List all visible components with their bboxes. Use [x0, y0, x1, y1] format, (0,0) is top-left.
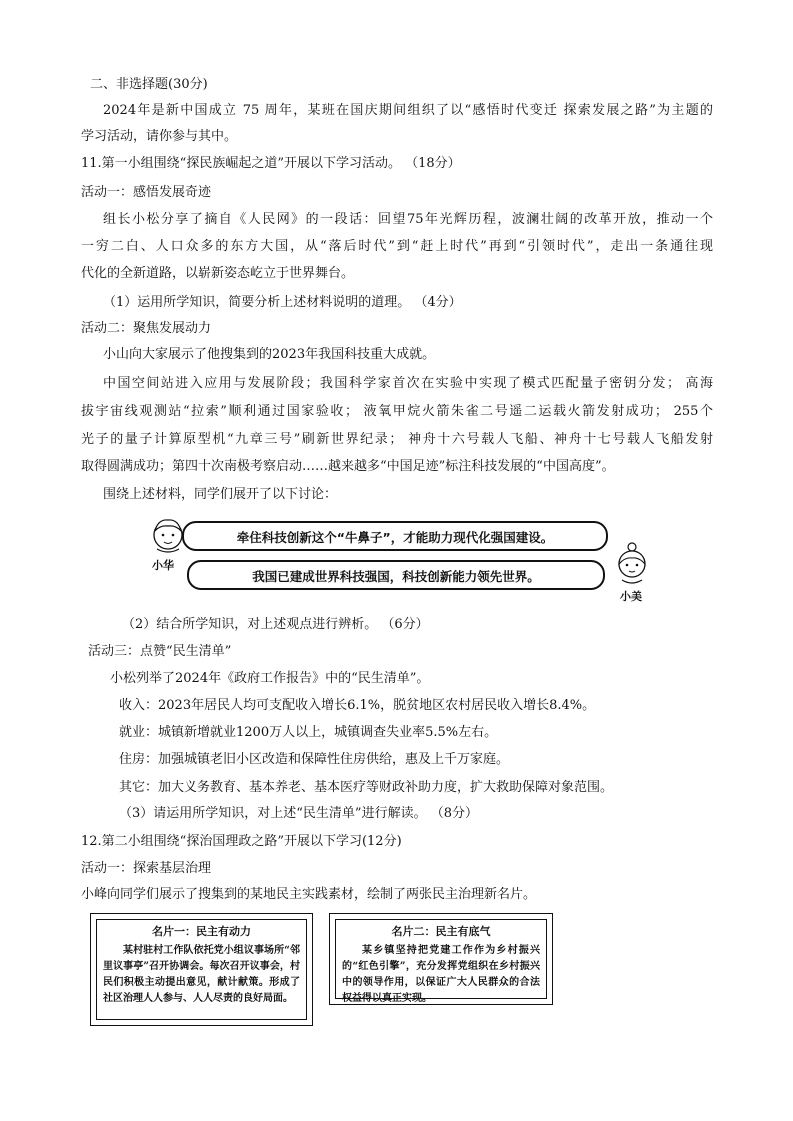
q12-activity1-title: 活动一：探索基层治理 — [81, 861, 212, 876]
card1-text: 某村驻村工作队依托党小组议事场所“邻里议事亭”召开协调会。每次召开议事会，村民们积极主动提出意见，献计献策。形成了社区治理人人参与、人人尽责的良好局面。 — [103, 945, 300, 1004]
q11-activity3-title: 活动三：点赞“民生清单” — [88, 644, 232, 659]
card2-title: 名片二：民主有底气 — [391, 925, 491, 938]
intro-line-2: 学习活动，请你参与其中。 — [81, 129, 238, 144]
q11-activity2-text-4: 取得圆满成功；第四十次南极考察启动……越来越多“中国足迹”标注科技发展的“中国高度”。 — [81, 459, 615, 474]
livelihood-item-income: 收入：2023年居民人均可支配收入增长6.1%，脱贫地区农村居民收入增长8.4%。 — [119, 698, 596, 713]
bubble-xiaohua: 牵住科技创新这个“牛鼻子”，才能助力现代化强国建设。 — [182, 521, 608, 551]
student-xiaomei-avatar — [612, 542, 652, 586]
q11-activity1-text-3: 代化的全新道路，以崭新姿态屹立于世界舞台。 — [81, 266, 355, 281]
q11-activity2-text-3: 光子的量子计算原型机“九章三号”刷新世界纪录； 神舟十六号载人飞船、神舟十七号载人飞船发射 — [81, 432, 713, 447]
q11-activity1-title: 活动一：感悟发展奇迹 — [81, 185, 212, 200]
q11-question-3: （3）请运用所学知识，对上述“民生清单”进行解读。 （8分） — [119, 806, 478, 821]
livelihood-item-housing: 住房：加强城镇老旧小区改造和保障性住房供给，惠及上千万家庭。 — [119, 752, 510, 767]
q11-activity3-lead: 小松列举了2024年《政府工作报告》中的“民生清单”。 — [110, 671, 430, 686]
q11-activity2-text-1: 中国空间站进入应用与发展阶段；我国科学家首次在实验中实现了模式匹配量子密钥分发； 高海 — [103, 376, 713, 391]
q11-question-2: （2）结合所学知识，对上述观点进行辨析。 （6分） — [122, 617, 429, 632]
card-democracy-confidence — [329, 913, 553, 1005]
q12-title: 12.第二小组围绕“探治国理政之路”开展以下学习(12分) — [81, 834, 402, 849]
q11-activity1-text-2: 一穷二白、人口众多的东方大国，从“落后时代”到“赶上时代”再到“引领时代”，走出一条通往现 — [81, 239, 713, 254]
speaker-xiaomei: 小美 — [620, 590, 642, 603]
q11-activity2-lead: 小山向大家展示了他搜集到的2023年我国科技重大成就。 — [103, 347, 436, 362]
livelihood-item-other: 其它：加大义务教育、基本养老、基本医疗等财政补助力度，扩大救助保障对象范围。 — [119, 780, 614, 795]
q11-discussion-lead: 围绕上述材料，同学们展开了以下讨论： — [103, 487, 338, 502]
livelihood-item-employment: 就业：城镇新增就业1200万人以上，城镇调查失业率5.5%左右。 — [119, 725, 498, 740]
card1-title: 名片一：民主有动力 — [152, 925, 251, 938]
q11-activity1-text-1: 组长小松分享了摘自《人民网》的一段话：回望75年光辉历程，波澜壮阔的改革开放，推动一个 — [103, 212, 713, 227]
q11-activity2-text-2: 拔宇宙线观测站“拉索”顺利通过国家验收； 液氧甲烷火箭朱雀二号遥二运载火箭发射成功； 255个 — [81, 404, 713, 419]
q11-title: 11.第一小组围绕“探民族崛起之道”开展以下学习活动。 （18分） — [81, 156, 461, 171]
q11-question-1: （1）运用所学知识，简要分析上述材料说明的道理。 （4分） — [103, 295, 462, 310]
q12-activity1-lead: 小峰向同学们展示了搜集到的某地民主实践素材，绘制了两张民主治理新名片。 — [81, 887, 537, 902]
bubble-xiaomei: 我国已建成世界科技强国，科技创新能力领先世界。 — [187, 560, 605, 590]
intro-line-1: 2024年是新中国成立 75 周年，某班在国庆期间组织了以“感悟时代变迁 探索发展之路”为主题的 — [103, 103, 713, 118]
card2-text: 某乡镇坚持把党建工作作为乡村振兴的“红色引擎”，充分发挥党组织在乡村振兴中的领导作用，以保证广大人民群众的合法权益得以真正实现。 — [342, 945, 540, 1004]
q11-activity2-title: 活动二：聚焦发展动力 — [81, 321, 212, 336]
section-heading: 二、非选择题(30分) — [90, 77, 208, 92]
card-democracy-momentum — [90, 913, 313, 1026]
speaker-xiaohua: 小华 — [152, 559, 174, 572]
